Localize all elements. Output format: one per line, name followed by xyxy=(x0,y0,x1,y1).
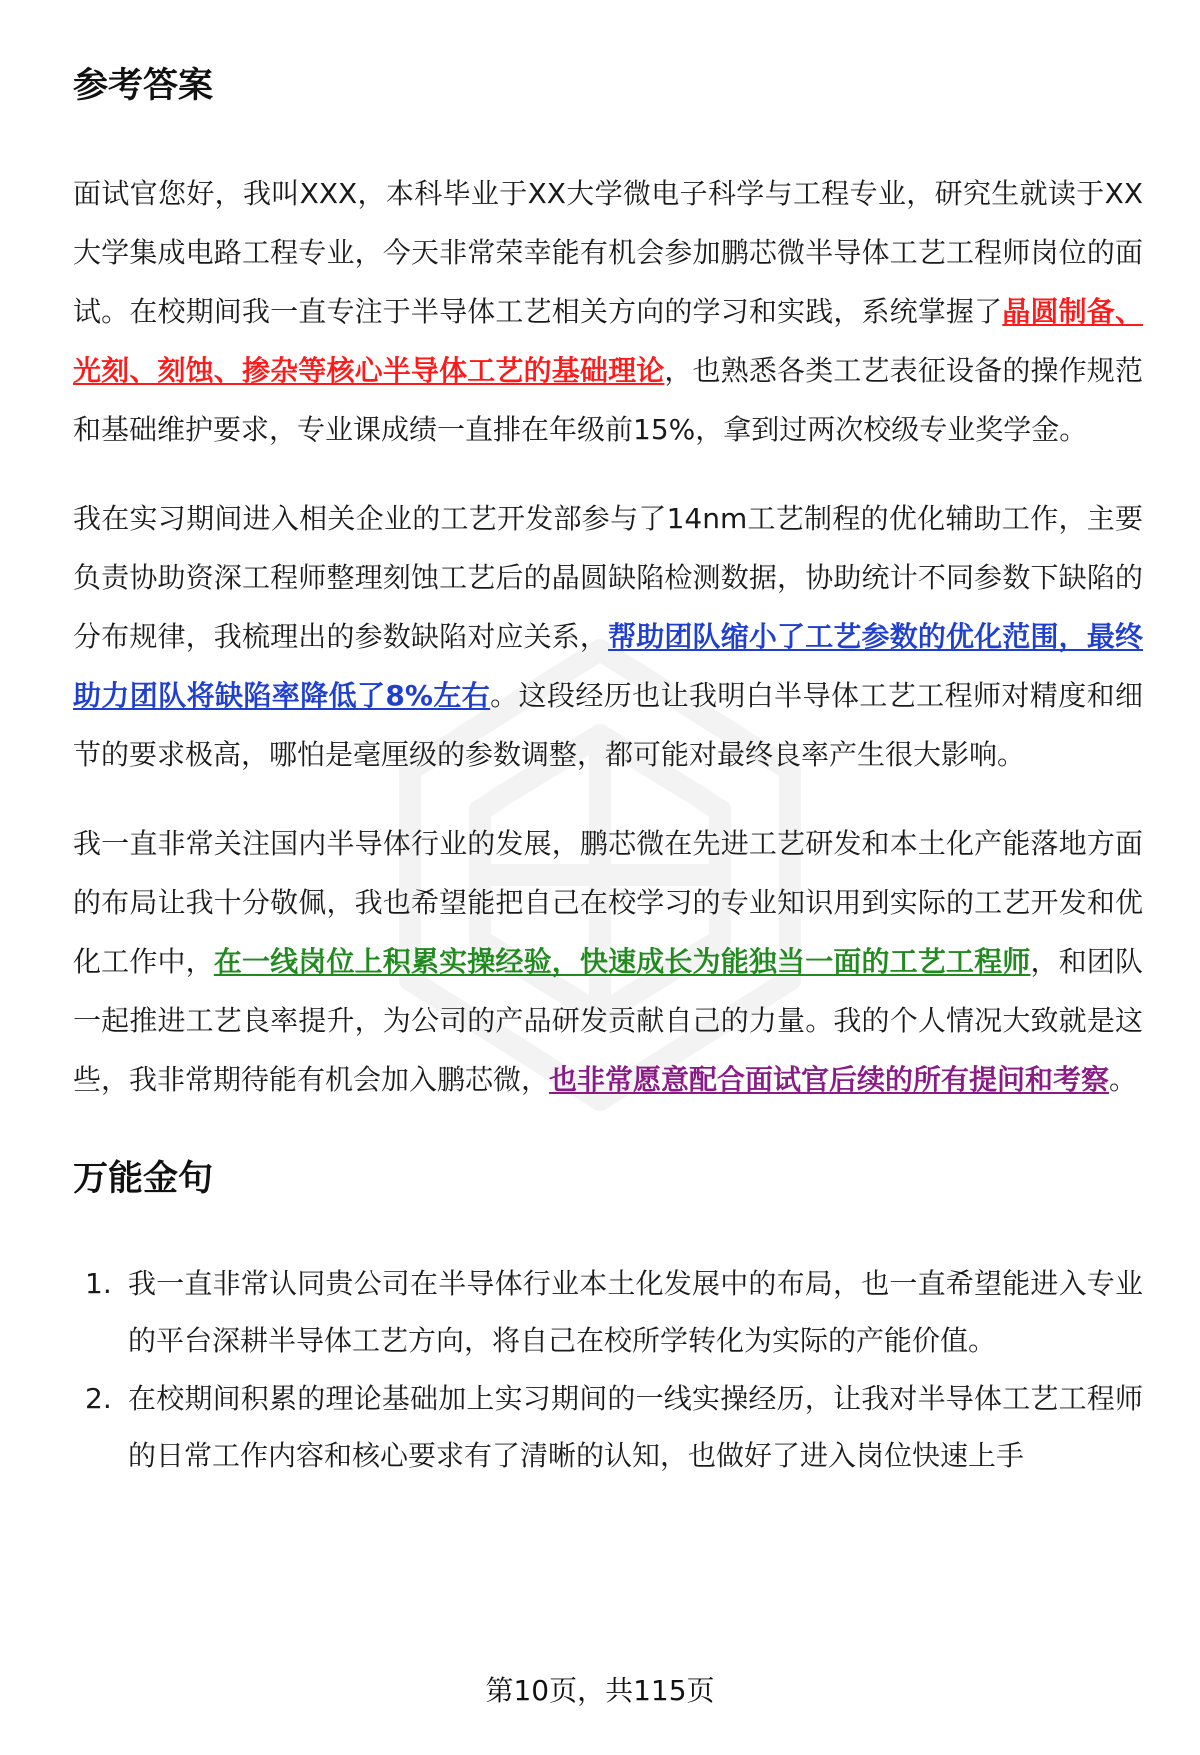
paragraph-text: ，也熟悉各类工艺表征设备的操作规范和基础维护要求，专业课成绩一直排在年级前15%，拿到过两次校级专业奖学金。 xyxy=(73,354,1143,446)
section-title-golden-phrases: 万能金句 xyxy=(73,1159,214,1199)
highlight-green: 在一线岗位上积累实操经验，快速成长为能独当一面的工艺工程师 xyxy=(213,945,1031,978)
paragraph-text: 。 xyxy=(1109,1063,1138,1096)
section-title-answer: 参考答案 xyxy=(73,66,214,106)
highlight-blue: 帮助团队缩小了工艺参数的优化范围，最终助力团队将缺陷率降低了8%左右 xyxy=(73,620,1143,712)
list-item-text: 我一直非常认同贵公司在半导体行业本土化发展中的布局，也一直希望能进入专业的平台深耕半导体工艺方向，将自己在校所学转化为实际的产能价值。 xyxy=(128,1267,1143,1357)
list-item-text: 在校期间积累的理论基础加上实习期间的一线实操经历，让我对半导体工艺工程师的日常工作内容和核心要求有了清晰的认知，也做好了进入岗位快速上手 xyxy=(128,1382,1143,1472)
paragraph-text: 我一直非常关注国内半导体行业的发展，鹏芯微在先进工艺研发和本土化产能落地方面的布局让我十分敬佩，我也希望能把自己在校学习的专业知识用到实际的工艺开发和优化工作中， xyxy=(73,827,1143,978)
list-item-number: 1. xyxy=(85,1267,112,1300)
golden-phrase-list xyxy=(73,1255,1143,1484)
answer-paragraph-1 xyxy=(73,164,1143,459)
paragraph-text: ，和团队一起推进工艺良率提升，为公司的产品研发贡献自己的力量。我的个人情况大致就是这些，我非常期待能有机会加入鹏芯微， xyxy=(73,945,1143,1096)
highlight-red: 晶圆制备、光刻、刻蚀、掺杂等核心半导体工艺的基础理论 xyxy=(73,295,1143,387)
answer-paragraph-3 xyxy=(73,814,1143,1109)
page-footer: 第10页，共115页 xyxy=(485,1674,715,1707)
answer-paragraph-2 xyxy=(73,489,1143,784)
list-item-number: 2. xyxy=(85,1382,112,1415)
main-content xyxy=(73,62,1143,1485)
paragraph-text: 我在实习期间进入相关企业的工艺开发部参与了14nm工艺制程的优化辅助工作，主要负责协助资深工程师整理刻蚀工艺后的晶圆缺陷检测数据，协助统计不同参数下缺陷的分布规律，我梳理出的参数缺陷对应关系， xyxy=(73,502,1143,653)
paragraph-text: 面试官您好，我叫XXX，本科毕业于XX大学微电子科学与工程专业，研究生就读于XX大学集成电路工程专业，今天非常荣幸能有机会参加鹏芯微半导体工艺工程师岗位的面试。在校期间我一直专注于半导体工艺相关方向的学习和实践，系统掌握了 xyxy=(73,177,1143,328)
list-item xyxy=(73,1370,1143,1484)
paragraph-text: 。这段经历也让我明白半导体工艺工程师对精度和细节的要求极高，哪怕是毫厘级的参数调整，都可能对最终良率产生很大影响。 xyxy=(73,679,1143,771)
highlight-purple: 也非常愿意配合面试官后续的所有提问和考察 xyxy=(549,1063,1110,1096)
list-item xyxy=(73,1255,1143,1369)
